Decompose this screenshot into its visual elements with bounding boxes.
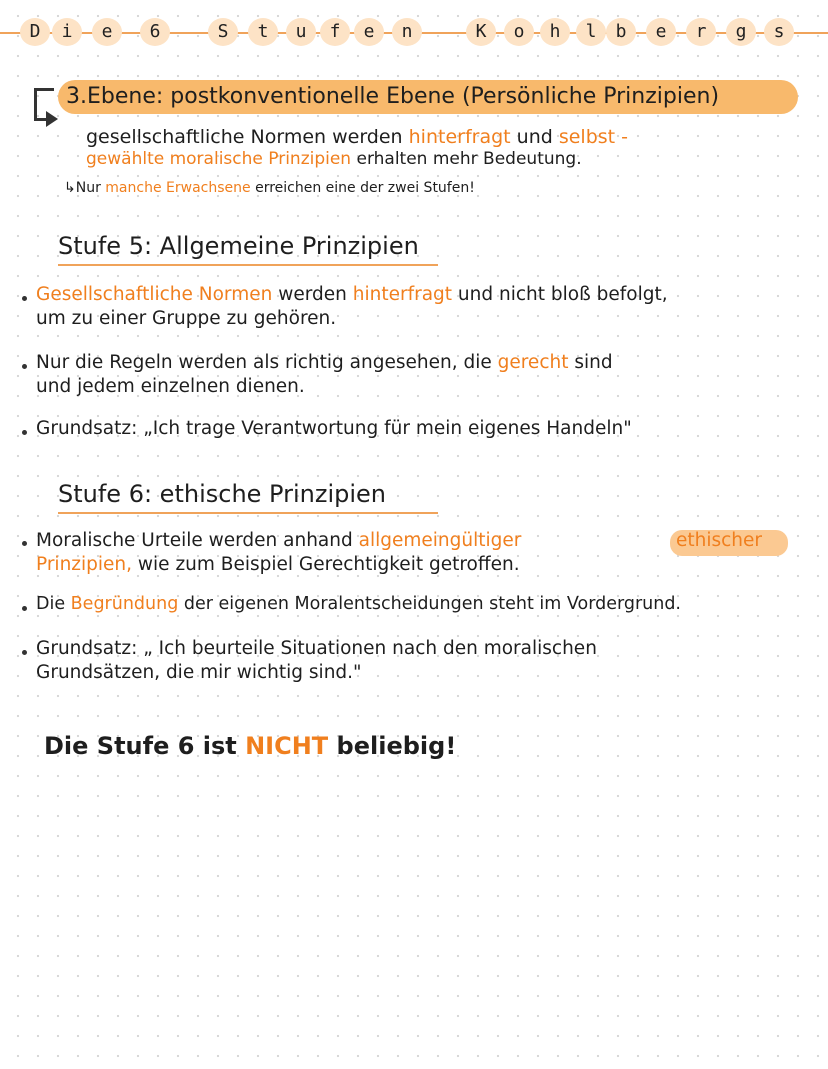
stage5-title: Stufe 5: Allgemeine Prinzipien	[58, 232, 419, 260]
header-letter: i	[52, 18, 82, 46]
level-note: ↳Nur manche Erwachsene erreichen eine der zwei Stufen!	[64, 180, 475, 196]
header-title	[0, 16, 828, 50]
header-letter: g	[726, 18, 756, 46]
stage6-b1-line1: Moralische Urteile werden anhand allgemeingültiger	[36, 530, 522, 551]
bracket-line	[34, 88, 37, 118]
header-letter: h	[540, 18, 570, 46]
bullet	[22, 430, 27, 435]
stage6-b3-line2: Grundsätzen, die mir wichtig sind."	[36, 662, 362, 683]
level-intro-line2: gewählte moralische Prinzipien erhalten mehr Bedeutung.	[86, 149, 582, 169]
stage6-title: Stufe 6: ethische Prinzipien	[58, 480, 386, 508]
header-letter: o	[504, 18, 534, 46]
level-title: 3.Ebene: postkonventionelle Ebene (Persönliche Prinzipien)	[66, 84, 720, 109]
stage5-b2-line1: Nur die Regeln werden als richtig angesehen, die gerecht sind	[36, 352, 613, 373]
header-letter: D	[20, 18, 50, 46]
bracket-top	[34, 88, 54, 91]
bullet	[22, 650, 27, 655]
header-letter: e	[92, 18, 122, 46]
header-letter: e	[354, 18, 384, 46]
stage6-b2: Die Begründung der eigenen Moralentscheidungen steht im Vordergrund.	[36, 594, 681, 614]
bullet	[22, 541, 27, 546]
final-statement: Die Stufe 6 ist NICHT beliebig!	[44, 732, 457, 760]
header-letter: s	[764, 18, 794, 46]
arrow-shaft	[34, 118, 46, 121]
header-letter: l	[576, 18, 606, 46]
stage5-b2-line2: und jedem einzelnen dienen.	[36, 376, 305, 397]
header-letter: f	[320, 18, 350, 46]
header-letter: e	[646, 18, 676, 46]
header-letter: u	[286, 18, 316, 46]
stage6-b1-ethischer: ethischer	[676, 530, 763, 551]
header-letter: 6	[140, 18, 170, 46]
header-letter: S	[208, 18, 238, 46]
header-letter: b	[606, 18, 636, 46]
stage6-b3-line1: Grundsatz: „ Ich beurteile Situationen nach den moralischen	[36, 638, 597, 659]
stage5-b1-line2: um zu einer Gruppe zu gehören.	[36, 308, 337, 329]
level-intro-line1: gesellschaftliche Normen werden hinterfragt und selbst -	[86, 126, 629, 148]
bullet	[22, 364, 27, 369]
bullet	[22, 606, 27, 611]
header-letter: K	[466, 18, 496, 46]
stage5-b3: Grundsatz: „Ich trage Verantwortung für mein eigenes Handeln"	[36, 418, 632, 439]
bullet	[22, 296, 27, 301]
stage6-underline	[58, 512, 438, 514]
header-letter: t	[248, 18, 278, 46]
header-letter: n	[392, 18, 422, 46]
header-letter: r	[686, 18, 716, 46]
stage5-underline	[58, 264, 438, 266]
stage5-b1-line1: Gesellschaftliche Normen werden hinterfragt und nicht bloß befolgt,	[36, 284, 668, 305]
stage6-b1-line2: Prinzipien, wie zum Beispiel Gerechtigkeit getroffen.	[36, 554, 520, 575]
arrow-right-icon	[46, 111, 58, 127]
